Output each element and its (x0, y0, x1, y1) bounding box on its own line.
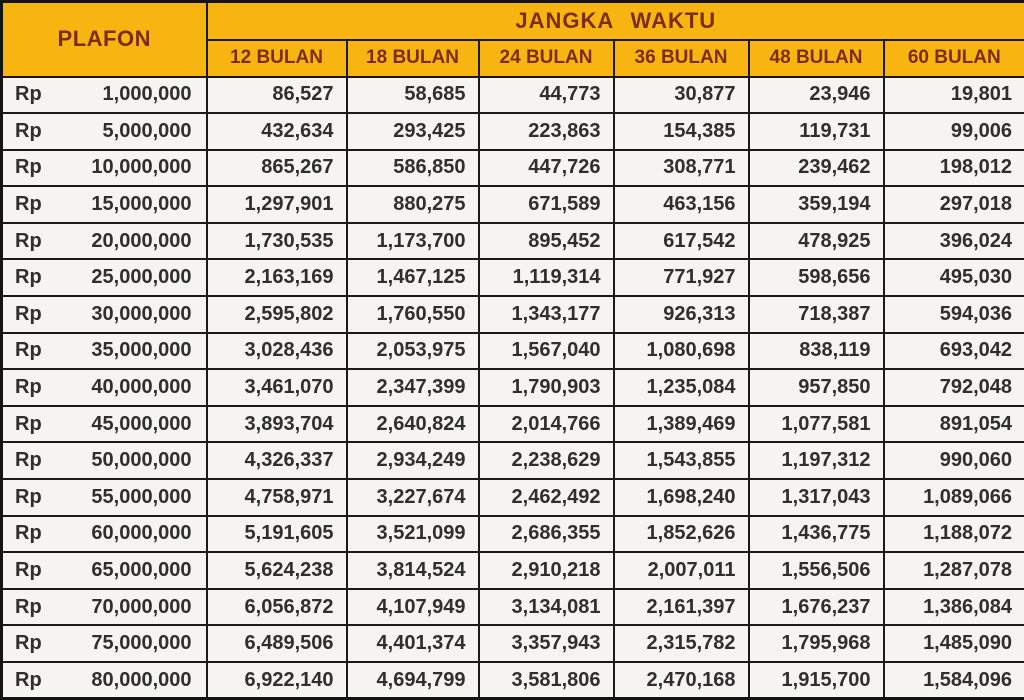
installment-cell: 3,227,674 (347, 479, 479, 516)
installment-cell: 838,119 (749, 333, 884, 370)
currency-prefix: Rp (15, 413, 42, 436)
table-row (2, 296, 1024, 333)
installment-cell: 1,386,084 (884, 589, 1024, 626)
plafon-cell (2, 223, 207, 260)
installment-cell: 1,188,072 (884, 516, 1024, 553)
installment-cell: 359,194 (749, 186, 884, 223)
plafon-amount: 5,000,000 (103, 120, 192, 143)
table-row (2, 662, 1024, 699)
installment-cell: 1,080,698 (614, 333, 749, 370)
plafon-amount: 40,000,000 (91, 376, 191, 399)
installment-cell: 4,758,971 (207, 479, 347, 516)
installment-cell: 1,297,901 (207, 186, 347, 223)
installment-cell: 23,946 (749, 77, 884, 114)
installment-cell: 4,694,799 (347, 662, 479, 699)
installment-cell: 1,089,066 (884, 479, 1024, 516)
table-row (2, 625, 1024, 662)
currency-prefix: Rp (15, 522, 42, 545)
plafon-amount: 55,000,000 (91, 486, 191, 509)
installment-cell: 119,731 (749, 113, 884, 150)
installment-cell: 2,640,824 (347, 406, 479, 443)
installment-cell: 154,385 (614, 113, 749, 150)
installment-cell: 1,389,469 (614, 406, 749, 443)
table-row (2, 406, 1024, 443)
period-header-12: 12 BULAN (207, 40, 347, 77)
installment-cell: 396,024 (884, 223, 1024, 260)
installment-cell: 2,014,766 (479, 406, 614, 443)
installment-cell: 6,489,506 (207, 625, 347, 662)
installment-cell: 1,485,090 (884, 625, 1024, 662)
plafon-cell (2, 552, 207, 589)
currency-prefix: Rp (15, 559, 42, 582)
plafon-amount: 50,000,000 (91, 449, 191, 472)
installment-cell: 478,925 (749, 223, 884, 260)
installment-cell: 198,012 (884, 150, 1024, 187)
installment-cell: 19,801 (884, 77, 1024, 114)
plafon-cell (2, 150, 207, 187)
installment-cell: 1,567,040 (479, 333, 614, 370)
plafon-amount: 65,000,000 (91, 559, 191, 582)
installment-cell: 3,357,943 (479, 625, 614, 662)
plafon-cell (2, 479, 207, 516)
table-row (2, 259, 1024, 296)
installment-cell: 3,134,081 (479, 589, 614, 626)
table-row (2, 479, 1024, 516)
plafon-amount: 60,000,000 (91, 522, 191, 545)
installment-cell: 2,053,975 (347, 333, 479, 370)
installment-cell: 1,543,855 (614, 442, 749, 479)
installment-cell: 594,036 (884, 296, 1024, 333)
currency-prefix: Rp (15, 266, 42, 289)
installment-cell: 3,028,436 (207, 333, 347, 370)
plafon-amount: 75,000,000 (91, 632, 191, 655)
currency-prefix: Rp (15, 193, 42, 216)
currency-prefix: Rp (15, 486, 42, 509)
installment-cell: 463,156 (614, 186, 749, 223)
installment-cell: 2,934,249 (347, 442, 479, 479)
installment-cell: 223,863 (479, 113, 614, 150)
period-header-36: 36 BULAN (614, 40, 749, 77)
plafon-amount: 1,000,000 (103, 83, 192, 106)
plafon-cell (2, 186, 207, 223)
currency-prefix: Rp (15, 156, 42, 179)
table-row (2, 589, 1024, 626)
installment-cell: 1,556,506 (749, 552, 884, 589)
table-row (2, 333, 1024, 370)
installment-cell: 586,850 (347, 150, 479, 187)
installment-cell: 891,054 (884, 406, 1024, 443)
installment-cell: 2,470,168 (614, 662, 749, 699)
installment-cell: 1,317,043 (749, 479, 884, 516)
table-row (2, 552, 1024, 589)
plafon-amount: 30,000,000 (91, 303, 191, 326)
installment-cell: 3,814,524 (347, 552, 479, 589)
plafon-header: PLAFON (2, 2, 207, 77)
currency-prefix: Rp (15, 632, 42, 655)
installment-cell: 5,624,238 (207, 552, 347, 589)
installment-cell: 880,275 (347, 186, 479, 223)
installment-cell: 957,850 (749, 369, 884, 406)
installment-cell: 1,436,775 (749, 516, 884, 553)
plafon-cell (2, 516, 207, 553)
installment-cell: 4,107,949 (347, 589, 479, 626)
installment-cell: 865,267 (207, 150, 347, 187)
installment-cell: 771,927 (614, 259, 749, 296)
table-row (2, 113, 1024, 150)
table-row (2, 516, 1024, 553)
installment-cell: 2,163,169 (207, 259, 347, 296)
installment-cell: 86,527 (207, 77, 347, 114)
plafon-amount: 45,000,000 (91, 413, 191, 436)
installment-cell: 693,042 (884, 333, 1024, 370)
jangka-waktu-header: JANGKA WAKTU (207, 2, 1024, 40)
table-row (2, 186, 1024, 223)
installment-cell: 2,910,218 (479, 552, 614, 589)
plafon-cell (2, 442, 207, 479)
installment-cell: 2,347,399 (347, 369, 479, 406)
installment-cell: 293,425 (347, 113, 479, 150)
table-header (2, 2, 1024, 77)
installment-cell: 239,462 (749, 150, 884, 187)
installment-cell: 1,343,177 (479, 296, 614, 333)
installment-cell: 2,315,782 (614, 625, 749, 662)
installment-cell: 1,467,125 (347, 259, 479, 296)
installment-cell: 1,790,903 (479, 369, 614, 406)
table-row (2, 369, 1024, 406)
installment-cell: 2,595,802 (207, 296, 347, 333)
installment-cell: 1,698,240 (614, 479, 749, 516)
installment-cell: 5,191,605 (207, 516, 347, 553)
plafon-amount: 10,000,000 (91, 156, 191, 179)
currency-prefix: Rp (15, 230, 42, 253)
period-header-48: 48 BULAN (749, 40, 884, 77)
installment-cell: 2,238,629 (479, 442, 614, 479)
currency-prefix: Rp (15, 596, 42, 619)
installment-cell: 926,313 (614, 296, 749, 333)
installment-cell: 2,462,492 (479, 479, 614, 516)
installment-cell: 1,760,550 (347, 296, 479, 333)
currency-prefix: Rp (15, 376, 42, 399)
installment-cell: 297,018 (884, 186, 1024, 223)
table-body (2, 77, 1024, 699)
plafon-cell (2, 589, 207, 626)
period-header-60: 60 BULAN (884, 40, 1024, 77)
installment-cell: 1,235,084 (614, 369, 749, 406)
currency-prefix: Rp (15, 339, 42, 362)
installment-cell: 1,795,968 (749, 625, 884, 662)
plafon-cell (2, 406, 207, 443)
plafon-amount: 20,000,000 (91, 230, 191, 253)
currency-prefix: Rp (15, 120, 42, 143)
header-row-group (2, 2, 1024, 40)
installment-cell: 1,584,096 (884, 662, 1024, 699)
installment-cell: 3,581,806 (479, 662, 614, 699)
table-row (2, 442, 1024, 479)
installment-cell: 6,922,140 (207, 662, 347, 699)
installment-cell: 1,676,237 (749, 589, 884, 626)
currency-prefix: Rp (15, 449, 42, 472)
installment-cell: 495,030 (884, 259, 1024, 296)
installment-cell: 58,685 (347, 77, 479, 114)
plafon-amount: 25,000,000 (91, 266, 191, 289)
installment-cell: 4,326,337 (207, 442, 347, 479)
plafon-cell (2, 77, 207, 114)
installment-cell: 718,387 (749, 296, 884, 333)
installment-cell: 1,287,078 (884, 552, 1024, 589)
installment-cell: 6,056,872 (207, 589, 347, 626)
currency-prefix: Rp (15, 83, 42, 106)
plafon-cell (2, 662, 207, 699)
plafon-amount: 80,000,000 (91, 669, 191, 692)
plafon-cell (2, 113, 207, 150)
installment-cell: 3,521,099 (347, 516, 479, 553)
installment-cell: 308,771 (614, 150, 749, 187)
plafon-amount: 15,000,000 (91, 193, 191, 216)
installment-cell: 792,048 (884, 369, 1024, 406)
installment-cell: 2,161,397 (614, 589, 749, 626)
installment-cell: 1,197,312 (749, 442, 884, 479)
installment-cell: 99,006 (884, 113, 1024, 150)
period-header-24: 24 BULAN (479, 40, 614, 77)
installment-cell: 1,173,700 (347, 223, 479, 260)
plafon-cell (2, 259, 207, 296)
table-row (2, 223, 1024, 260)
installment-cell: 1,730,535 (207, 223, 347, 260)
table-row (2, 150, 1024, 187)
installment-cell: 44,773 (479, 77, 614, 114)
installment-cell: 447,726 (479, 150, 614, 187)
installment-cell: 432,634 (207, 113, 347, 150)
installment-cell: 1,915,700 (749, 662, 884, 699)
installment-cell: 671,589 (479, 186, 614, 223)
plafon-cell (2, 333, 207, 370)
installment-cell: 990,060 (884, 442, 1024, 479)
currency-prefix: Rp (15, 303, 42, 326)
installment-cell: 2,686,355 (479, 516, 614, 553)
installment-cell: 3,893,704 (207, 406, 347, 443)
installment-cell: 1,852,626 (614, 516, 749, 553)
installment-cell: 598,656 (749, 259, 884, 296)
installment-cell: 3,461,070 (207, 369, 347, 406)
installment-cell: 2,007,011 (614, 552, 749, 589)
installment-cell: 30,877 (614, 77, 749, 114)
plafon-cell (2, 369, 207, 406)
plafon-amount: 35,000,000 (91, 339, 191, 362)
table-row (2, 77, 1024, 114)
plafon-cell (2, 625, 207, 662)
period-header-18: 18 BULAN (347, 40, 479, 77)
installment-cell: 4,401,374 (347, 625, 479, 662)
plafon-amount: 70,000,000 (91, 596, 191, 619)
installment-cell: 1,119,314 (479, 259, 614, 296)
installment-cell: 617,542 (614, 223, 749, 260)
installment-cell: 1,077,581 (749, 406, 884, 443)
plafon-cell (2, 296, 207, 333)
installment-cell: 895,452 (479, 223, 614, 260)
currency-prefix: Rp (15, 669, 42, 692)
